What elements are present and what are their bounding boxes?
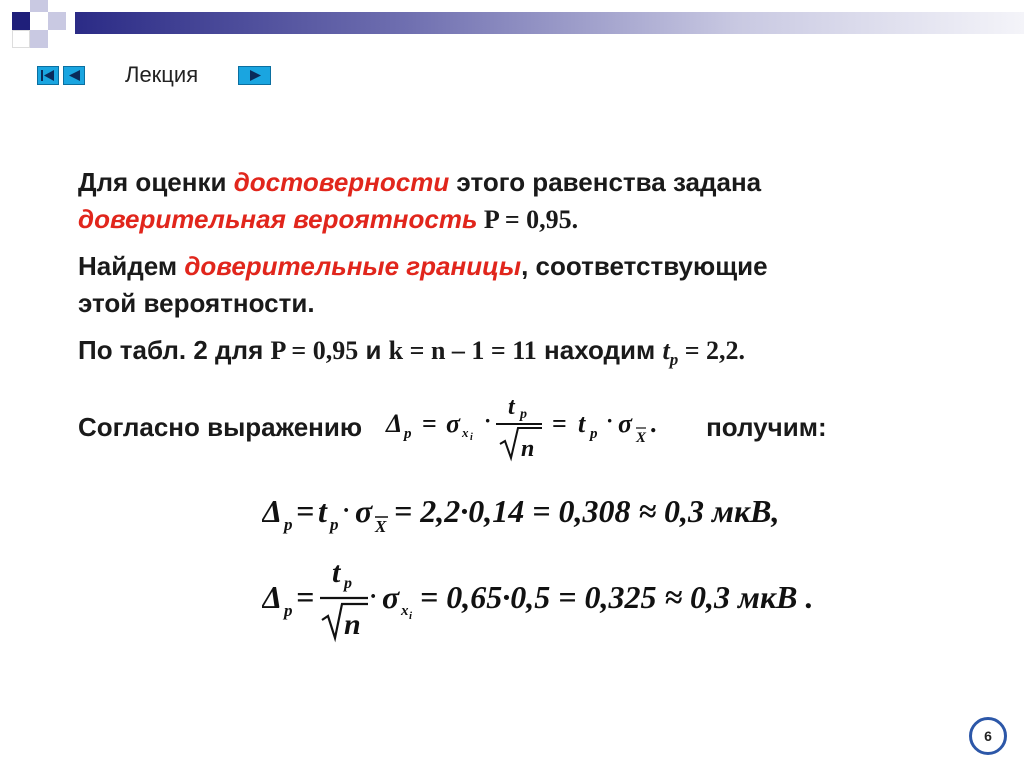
math-t: t <box>662 336 670 365</box>
text: и <box>358 335 389 365</box>
frac-n: n <box>521 436 535 463</box>
decor-square <box>30 30 48 48</box>
math-sub-p: p <box>669 350 679 370</box>
sub-p: p <box>284 601 293 620</box>
equals-sign: = <box>422 409 437 439</box>
sub-p: p <box>284 515 293 534</box>
sub-x: x <box>462 425 469 441</box>
dot: · <box>606 408 614 434</box>
dot: · <box>370 584 376 610</box>
sigma-symbol: σ <box>618 409 633 439</box>
sub-xbar: X <box>375 517 387 536</box>
delta-symbol: Δ <box>386 409 403 439</box>
t-symbol: t <box>578 409 586 439</box>
frac-sub-p: p <box>520 407 528 423</box>
text: получим: <box>706 411 827 442</box>
term-confidence-probability: доверительная вероятность <box>78 204 478 234</box>
sigma-symbol: σ <box>355 493 373 529</box>
sub-p: p <box>590 426 598 443</box>
first-slide-button[interactable] <box>37 66 59 85</box>
decor-square <box>30 0 48 12</box>
inline-formula <box>384 388 684 466</box>
lecture-label: Лекция <box>125 62 199 87</box>
paragraph-reliability <box>78 164 958 238</box>
paragraph-table <box>78 332 958 378</box>
math-p: P = 0,95 <box>270 336 359 365</box>
sigma-symbol: σ <box>446 409 461 439</box>
math-k: k = n – 1 = 11 <box>388 336 537 365</box>
text: этого равенства задана <box>449 167 762 197</box>
sub-i: i <box>409 610 413 622</box>
frac-sub-p: p <box>344 575 352 592</box>
text: По табл. 2 для <box>78 335 271 365</box>
sub-p: p <box>330 515 339 534</box>
skip-to-first-icon <box>40 69 56 82</box>
term-reliability: достоверности <box>233 167 450 197</box>
probability-value: P = 0,95. <box>477 205 579 234</box>
paragraph-bounds <box>78 248 958 322</box>
previous-slide-button[interactable] <box>63 66 85 85</box>
formula1-rhs: = 2,2·0,14 = 0,308 ≈ 0,3 мкВ, <box>394 493 780 529</box>
frac-t: t <box>508 394 515 421</box>
period: . <box>650 409 657 439</box>
page-number: 6 <box>984 728 992 744</box>
text: Найдем <box>78 251 185 281</box>
text: , соответствующие <box>521 251 768 281</box>
delta-symbol: Δ <box>262 579 283 615</box>
text: Согласно выражению <box>78 411 363 442</box>
next-slide-button[interactable] <box>238 66 271 85</box>
slide-navigation <box>37 62 271 88</box>
sub-x: x <box>401 603 409 619</box>
t-symbol: t <box>318 493 327 529</box>
sigma-symbol: σ <box>382 579 400 615</box>
sub-p: p <box>404 426 412 443</box>
equals-sign: = <box>296 493 315 529</box>
slide-body <box>78 164 958 466</box>
text: находим <box>536 335 663 365</box>
previous-icon <box>66 69 82 82</box>
sub-i: i <box>470 432 473 444</box>
text: Для оценки <box>78 167 234 197</box>
title-gradient-bar <box>75 12 1024 34</box>
dot: · <box>484 408 492 434</box>
delta-symbol: Δ <box>262 493 283 529</box>
decor-square <box>12 12 30 30</box>
formula-result-1 <box>262 486 802 536</box>
formula-result-2 <box>262 552 822 644</box>
dot: · <box>343 498 349 524</box>
frac-n: n <box>344 608 361 641</box>
next-icon <box>247 69 263 82</box>
term-confidence-bounds: доверительные границы <box>184 251 522 281</box>
math-value: = 2,2. <box>678 336 746 365</box>
text: этой вероятности. <box>78 288 315 318</box>
sub-xbar: X <box>636 430 647 447</box>
decor-square <box>12 30 30 48</box>
equals-sign: = <box>552 409 567 439</box>
formula2-rhs: = 0,65·0,5 = 0,325 ≈ 0,3 мкВ . <box>420 579 814 615</box>
header-decoration <box>0 0 1024 60</box>
paragraph-expression <box>78 388 958 466</box>
equals-sign: = <box>296 579 315 615</box>
decor-square <box>48 12 66 30</box>
frac-t: t <box>332 556 341 589</box>
page-number-badge <box>969 717 1007 755</box>
